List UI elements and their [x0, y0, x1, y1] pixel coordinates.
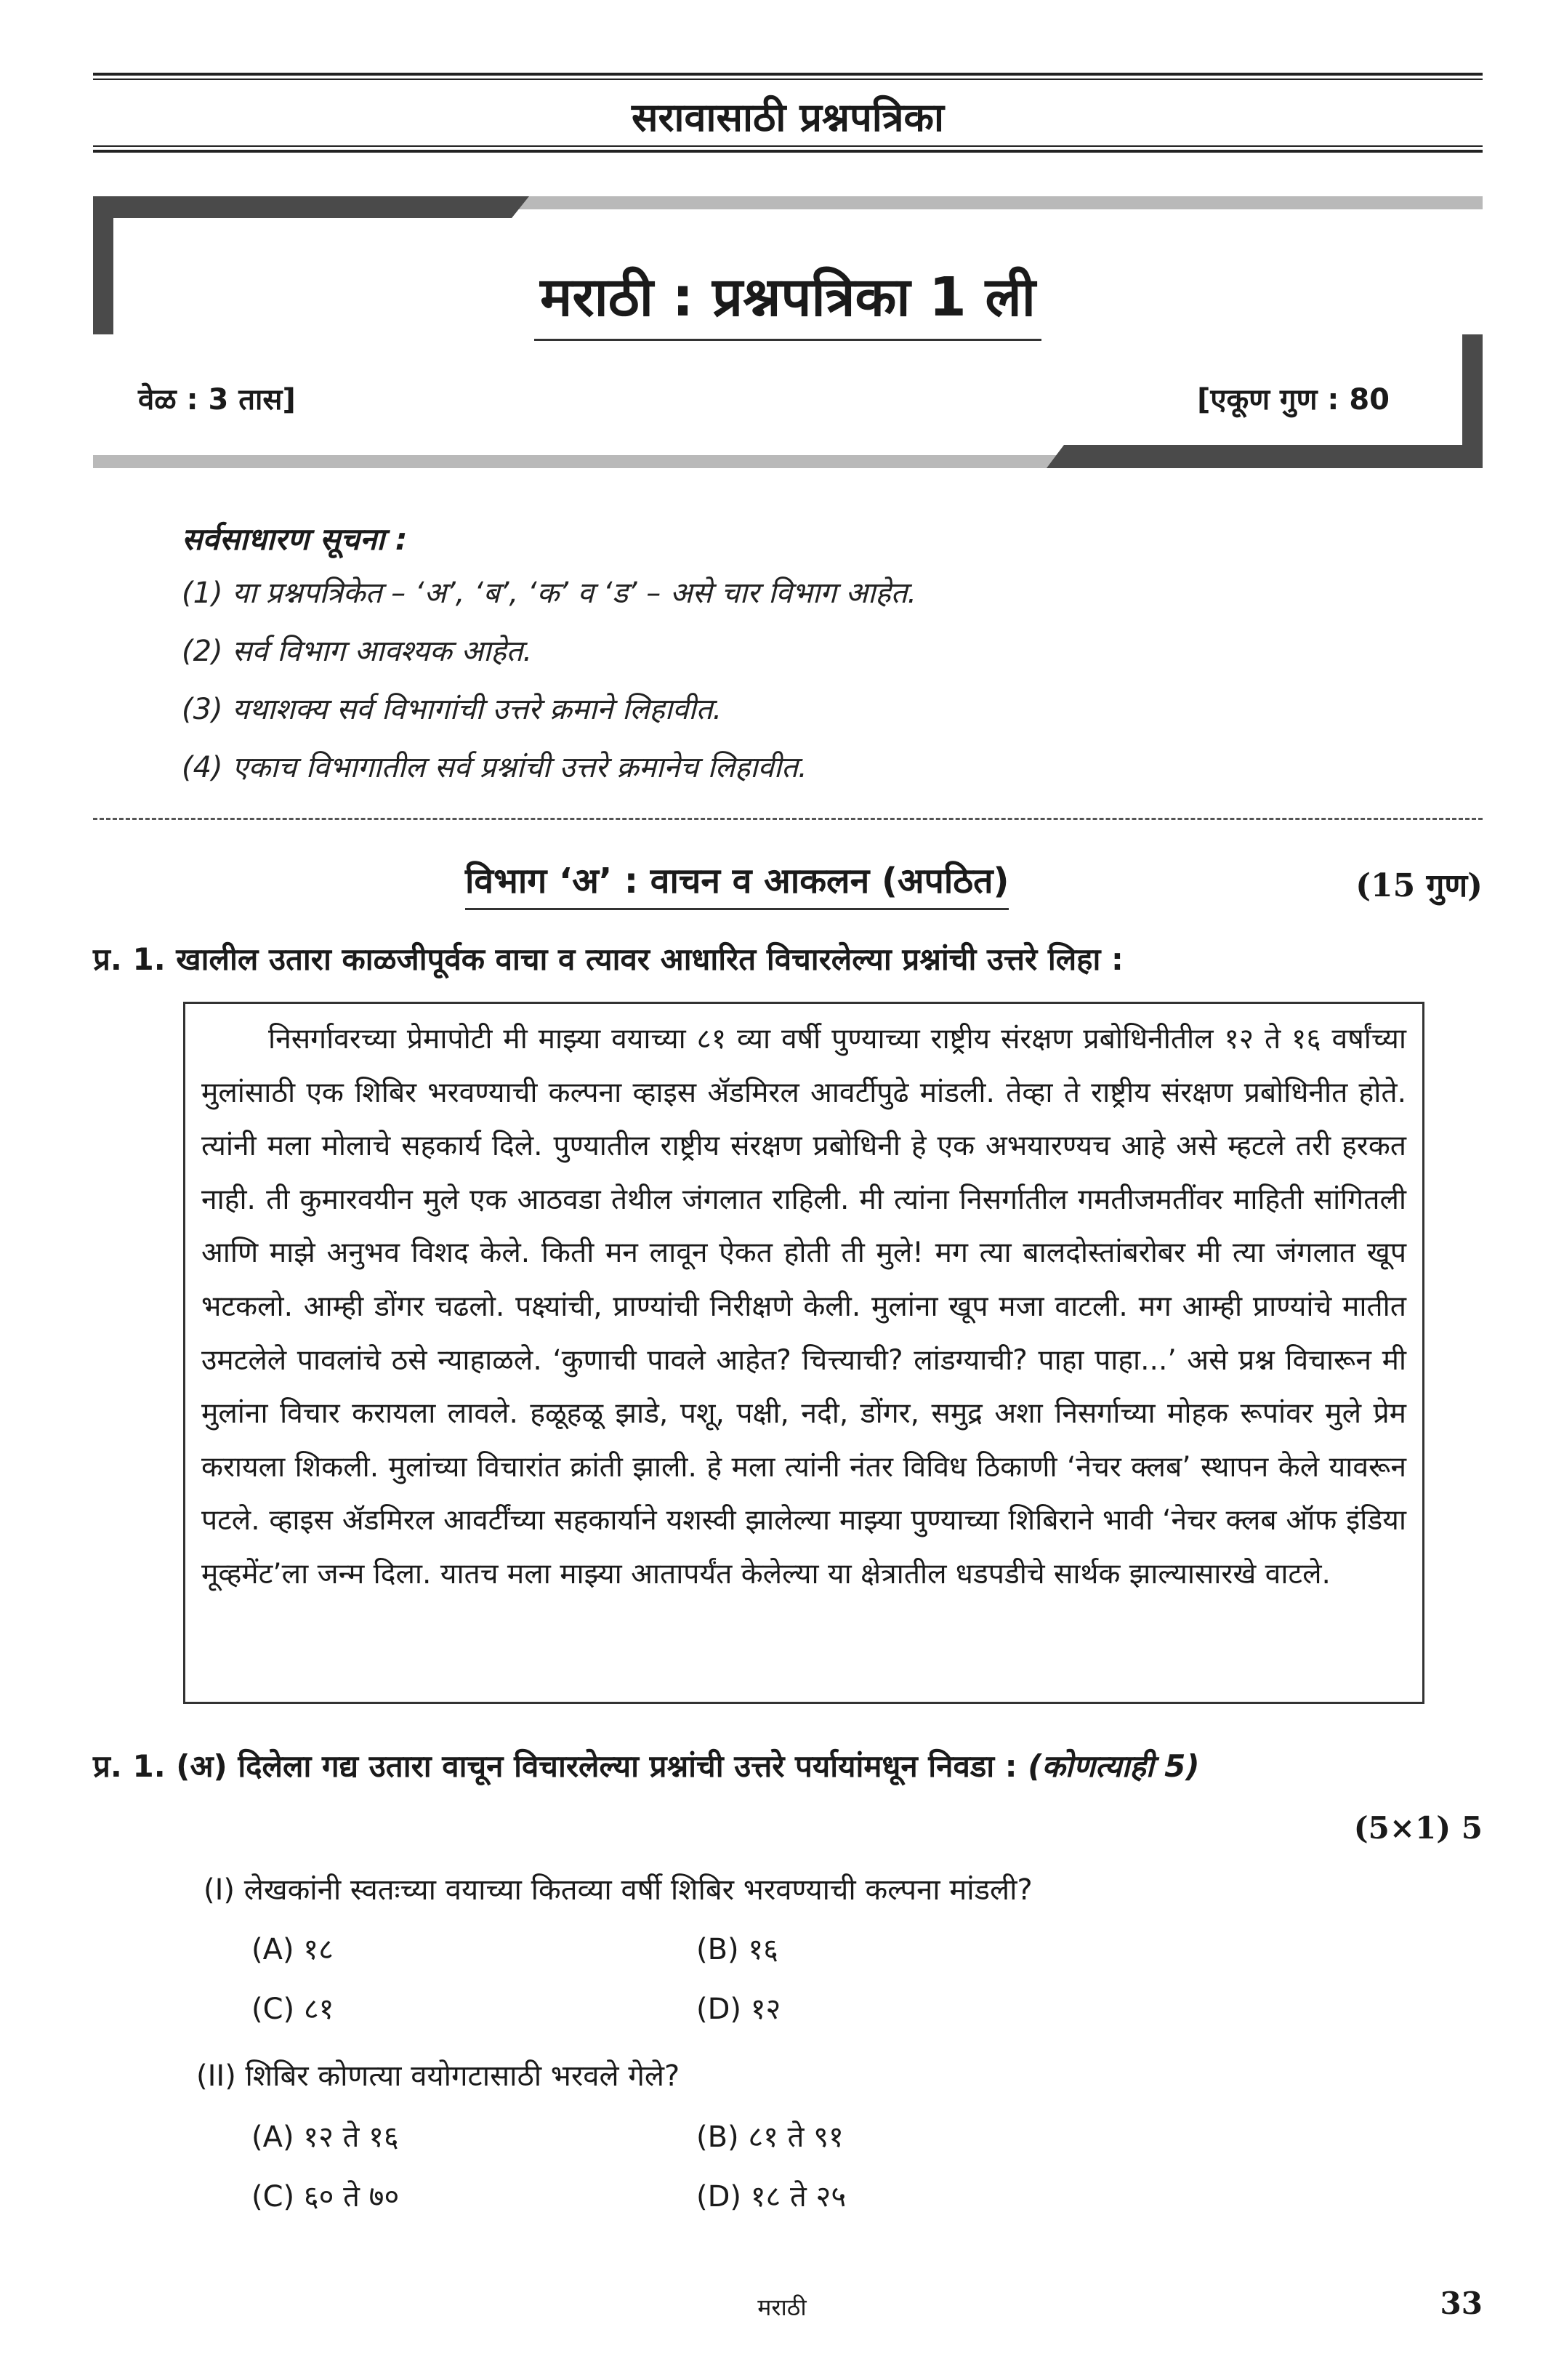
subquestion-1: (I) लेखकांनी स्वतःच्या वयाच्या कितव्या वर्षी शिबिर भरवण्याची कल्पना मांडली?: [203, 1873, 1033, 1907]
paper-title: [93, 258, 1483, 331]
page-number: 33: [1440, 2285, 1483, 2321]
top-rule-3: [93, 145, 1483, 147]
total-marks: [एकूण गुण : 80: [1197, 383, 1390, 417]
question-1: प्र. 1. खालील उतारा काळजीपूर्वक वाचा व त्यावर आधारित विचारलेल्या प्रश्नांची उत्तरे लिहा :: [93, 941, 1124, 977]
passage-box: [183, 1002, 1424, 1704]
time-allowed: वेळ : 3 तास]: [138, 383, 296, 417]
question-1a-text: प्र. 1. (अ) दिलेला गद्य उतारा वाचून विचारलेल्या प्रश्नांची उत्तरे पर्यायांमधून निवडा :: [93, 1748, 1017, 1784]
question-1a-marks: (5×1) 5: [1353, 1810, 1483, 1846]
instruction-item: (2) सर्व विभाग आवश्यक आहेत.: [182, 635, 533, 668]
option-b: (B) ८१ ते ९१: [696, 2120, 844, 2154]
instruction-item: (1) या प्रश्नपत्रिकेत – ‘अ’, ‘ब’, ‘क’ व ‘ड’ – असे चार विभाग आहेत.: [182, 576, 917, 610]
option-c: (C) ८१: [251, 1993, 334, 2026]
subquestion-2: (II) शिबिर कोणत्या वयोगटासाठी भरवले गेले?: [196, 2059, 680, 2093]
option-a: (A) १२ ते १६: [251, 2120, 399, 2154]
series-title: सरावासाठी प्रश्नपत्रिका: [631, 95, 945, 140]
passage-text: निसर्गावरच्या प्रेमापोटी मी माझ्या वयाच्या ८१ व्या वर्षी पुण्याच्या राष्ट्रीय संरक्षण प्रबोधिनीतील १२ ते १६ वर्षांच्या मुलांसाठी एक शिबिर भरवण्याची कल्पना व्हाइस ॲडमिरल आवर्टीपुढे मांडली. तेव्हा ते राष्ट्रीय संरक्षण प्रबोधिनीत होते. त्यांनी मला मोलाचे सहकार्य दिले. पुण्यातील राष्ट्रीय संरक्षण प्रबोधिनी हे एक अभयारण्यच आहे असे म्हटले तरी हरकत नाही. ती कुमारवयीन मुले एक आठवडा तेथील जंगलात राहिली. मी त्यांना निसर्गातील गमतीजमतींवर माहिती सांगितली आणि माझे अनुभव विशद केले. किती मन लावून ऐकत होती ती मुले! मग त्या बालदोस्तांबरोबर मी त्या जंगलात खूप भटकलो. आम्ही डोंगर चढलो. पक्ष्यांची, प्राण्यांची निरीक्षणे केली. मुलांना खूप मजा वाटली. मग आम्ही प्राण्यांचे मातीत उमटलेले पावलांचे ठसे न्याहाळले. ‘कुणाची पावले आहेत? चित्त्याची? लांडग्याची? पाहा पाहा...’ असे प्रश्न विचारून मी मुलांना विचार करायला लावले. हळूहळू झाडे, पशू, पक्षी, नदी, डोंगर, समुद्र अशा निसर्गाच्या मोहक रूपांवर मुले प्रेम करायला शिकली. मुलांच्या विचारांत क्रांती झाली. हे मला त्यांनी नंतर विविध ठिकाणी ‘नेचर क्लब’ स्थापन केले यावरून पटले. व्हाइस ॲडमिरल आवर्टींच्या सहकार्याने यशस्वी झालेल्या माझ्या पुण्याच्या शिबिराने भावी ‘नेचर क्लब ऑफ इंडिया मूव्हमेंट’ला जन्म दिला. यातच मला माझ्या आतापर्यंत केलेल्या या क्षेत्रातील धडपडीचे सार्थक झाल्यासारखे वाटले.: [201, 1023, 1406, 1591]
section-title: विभाग ‘अ’ : वाचन व आकलन (अपठित): [465, 856, 1009, 910]
top-rule-4: [93, 150, 1483, 153]
top-rule-2: [93, 79, 1483, 80]
question-1a-note: (कोणत्याही 5): [1028, 1748, 1200, 1784]
instruction-item: (4) एकाच विभागातील सर्व प्रश्नांची उत्तरे क्रमानेच लिहावीत.: [182, 751, 807, 784]
footer-subject: मराठी: [757, 2293, 807, 2321]
option-a: (A) १८: [251, 1933, 334, 1966]
paper-title-text: मराठी : प्रश्नपत्रिका 1 ली: [534, 266, 1041, 341]
option-d: (D) १८ ते २५: [696, 2180, 847, 2214]
top-rule-1: [93, 73, 1483, 76]
option-c: (C) ६० ते ७०: [251, 2180, 400, 2214]
banner-bottom-accent: [1047, 445, 1483, 468]
option-b: (B) १६: [696, 1933, 778, 1966]
instructions-heading: सर्वसाधारण सूचना :: [182, 521, 408, 557]
section-marks: (15 गुण): [1355, 867, 1483, 904]
banner-top-accent: [93, 196, 529, 218]
option-d: (D) १२: [696, 1993, 781, 2026]
question-1a: [93, 1745, 1200, 1786]
instruction-item: (3) यथाशक्य सर्व विभागांची उत्तरे क्रमाने लिहावीत.: [182, 693, 722, 726]
section-divider: [93, 818, 1483, 820]
